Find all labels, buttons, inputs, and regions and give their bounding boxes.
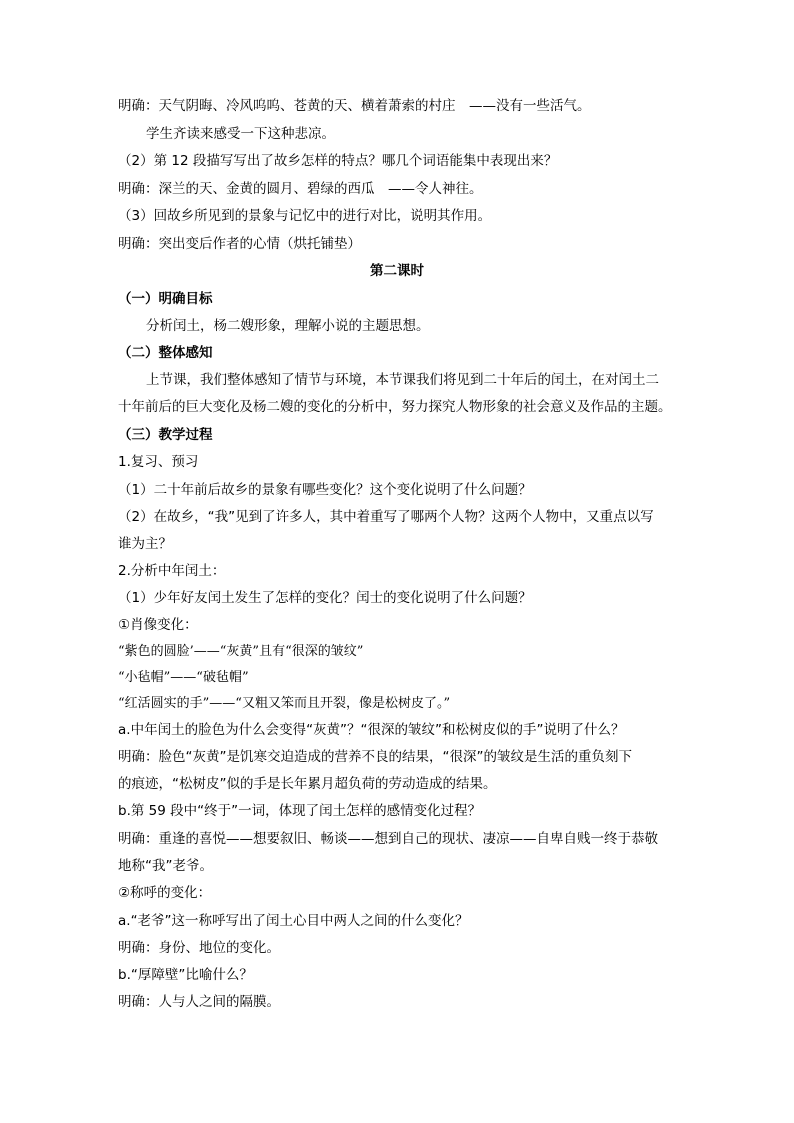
section-heading: （二）整体感知: [118, 345, 213, 361]
text-line: 2.分析中年闰土：: [118, 563, 226, 579]
question-line: （2）在故乡，“我”见到了许多人，其中着重写了哪两个人物？这两个人物中，又重点以写: [118, 509, 654, 525]
question-line: （1）二十年前后故乡的景象有哪些变化？这个变化说明了什么问题？: [118, 482, 532, 498]
text-line: 明确：身份、地位的变化。: [118, 940, 280, 956]
text-line: ①肖像变化：: [118, 617, 198, 633]
text-line: 十年前后的巨大变化及杨二嫂的变化的分析中，努力探究人物形象的社会意义及作品的主题。: [118, 399, 672, 415]
text-line: 学生齐读来感受一下这种悲凉。: [146, 126, 335, 142]
question-line: a.“老爷”这一称呼写出了闰土心目中两人之间的什么变化？: [118, 913, 469, 929]
quote-line: “红活圆实的手”——“又粗又笨而且开裂，像是松树皮了。”: [118, 696, 451, 711]
text-line: 明确：天气阴晦、冷风呜呜、苍黄的天、横着萧索的村庄 ——没有一些活气。: [118, 98, 591, 114]
text-line: 1.复习、预习: [118, 454, 199, 470]
text-line: 地称“我”老爷。: [118, 858, 213, 874]
section-heading: （三）教学过程: [118, 427, 213, 443]
text-line: 明确：深兰的天、金黄的圆月、碧绿的西瓜 ——令人神往。: [118, 181, 483, 197]
text-line: 明确：重逢的喜悦——想要叙旧、畅谈——想到自己的现状、凄凉——自卑自贱一终于恭敬: [118, 831, 658, 847]
question-line: （3）回故乡所见到的景象与记忆中的进行对比，说明其作用。: [118, 208, 492, 224]
question-line: （1）少年好友闰土发生了怎样的变化？闰士的变化说明了什么问题？: [118, 590, 532, 606]
question-line: （2）第 12 段描写写出了故乡怎样的特点？哪几个词语能集中表现出来？: [118, 153, 558, 169]
text-line: 分析闰土，杨二嫂形象，理解小说的主题思想。: [146, 318, 430, 334]
question-line: b.第 59 段中“终于”一词，体现了闰土怎样的感情变化过程？: [118, 803, 482, 819]
quote-line: “紫色的圆脸’——“灰黄”且有“很深的皱纹”: [118, 644, 364, 659]
section-title: 第二课时: [370, 263, 424, 279]
text-line: 明确：脸色“灰黄”是饥寒交迫造成的营养不良的结果，“很深”的皱纹是生活的重负刻下: [118, 749, 632, 765]
question-line: a.中年闰土的脸色为什么会变得“灰黄”？“很深的皱纹”和松树皮似的手”说明了什么？: [118, 722, 625, 738]
text-line: 明确：突出变后作者的心情（烘托铺垫）: [118, 236, 361, 252]
section-heading: （一）明确目标: [118, 291, 213, 307]
quote-line: “小毡帽”——“破毡帽”: [118, 670, 249, 685]
text-line: ②称呼的变化：: [118, 885, 212, 901]
text-line: 谁为主？: [118, 536, 172, 552]
question-line: b.“厚障壁”比喻什么？: [118, 967, 253, 983]
text-line: 的痕迹，“松树皮”似的手是长年累月超负荷的劳动造成的结果。: [118, 776, 497, 792]
text-line: 明确：人与人之间的隔膜。: [118, 994, 280, 1010]
text-line: 上节课，我们整体感知了情节与环境，本节课我们将见到二十年后的闰土，在对闰土二: [146, 372, 659, 388]
